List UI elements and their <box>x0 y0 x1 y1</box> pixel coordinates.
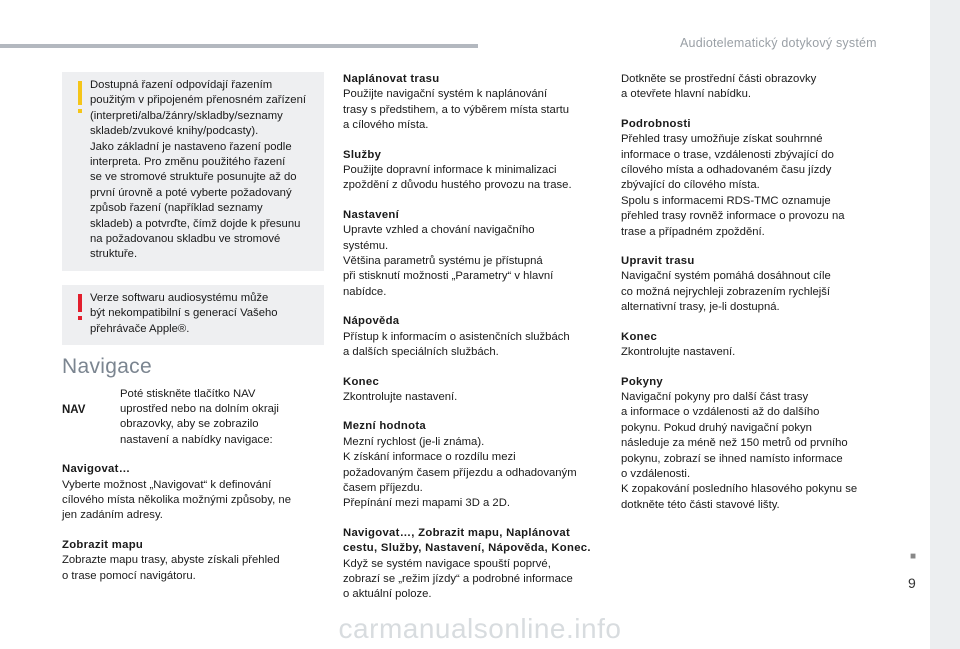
item-body: Vyberte možnost „Navigovat“ k definování cílového místa několika možnými způsoby, ne jen zadáním adresy. <box>62 478 291 522</box>
item-title: Služby <box>343 148 382 161</box>
page-header-title: Audiotelematický dotykový systém <box>680 36 877 50</box>
item-title: Konec <box>343 375 380 388</box>
info-note-text: Dostupná řazení odpovídají řazením použitým v připojeném přenosném zařízení (interpreti/alba/žánry/skladby/seznamy skladeb/zvukové knihy/podcasty). Jako základní je nastaveno řazení podle interpreta. Pro změnu použitého řazení se ve stromové struktuře posunujte až do první úrovně a poté vyberte požadovaný způsob řazení (například seznamy skladeb) a potvrďte, čímž dojde k přesunu na požadovanou skladbu ve stromové struktuře. <box>90 79 306 261</box>
continuation-mark: ■ <box>910 551 917 562</box>
page-number: 9 <box>908 575 916 591</box>
item-title: Konec <box>621 330 658 343</box>
menu-item-description <box>62 538 324 584</box>
menu-item-description <box>621 375 883 514</box>
item-title: Pokyny <box>621 375 663 388</box>
menu-item-description <box>621 117 883 240</box>
header-rule <box>0 44 478 48</box>
side-strip <box>930 0 960 649</box>
item-body: Zobrazte mapu trasy, abyste získali přehled o trase pomocí navigátoru. <box>62 554 280 582</box>
nav-intro <box>62 387 324 449</box>
item-title: Navigovat…, Zobrazit mapu, Naplánovat cestu, Služby, Nastavení, Nápověda, Konec. <box>343 526 591 555</box>
item-body: Přehled trasy umožňuje získat souhrnné informace o trase, vzdálenosti zbývající do cílového místa a odhadovaném času jízdy zbývající do cílového místa. Spolu s informacemi RDS-TMC oznamuje přehled trasy rovněž informace o provozu na trase a případném zpoždění. <box>621 133 845 238</box>
info-icon <box>78 81 82 105</box>
menu-item-description <box>343 314 605 360</box>
menu-item-description <box>343 208 605 300</box>
item-body: Navigační pokyny pro další část trasy a informace o vzdálenosti až do dalšího pokynu. Pokud druhý navigační pokyn následuje za méně než 150 metrů od prvního pokynu, zobrazí se ihned namísto informace o vzdálenosti. K zopakování posledního hlasového pokynu se dotkněte této části stavové lišty. <box>621 390 858 511</box>
column-3 <box>621 72 883 527</box>
menu-item-description <box>343 526 605 603</box>
warning-note-text: Verze softwaru audiosystému může být nekompatibilní s generací Vašeho přehrávače Apple®. <box>90 291 278 335</box>
menu-item-description <box>343 148 605 194</box>
item-title: Zobrazit mapu <box>62 538 144 551</box>
item-body: Upravte vzhled a chování navigačního systému. Většina parametrů systému je přístupná při stisknutí možnosti „Parametry“ v hlavní nabídce. <box>343 224 554 298</box>
item-title: Upravit trasu <box>621 255 695 268</box>
watermark: carmanualsonline.info <box>338 613 622 644</box>
item-body: Použijte dopravní informace k minimalizaci zpoždění z důvodu hustého provozu na trase. <box>343 164 572 192</box>
item-body: Mezní rychlost (je-li známa). K získání informace o rozdílu mezi požadovaným časem příjezdu a odhadovaným časem příjezdu. Přepínání mezi mapami 3D a 2D. <box>343 435 577 510</box>
item-title: Nastavení <box>343 208 400 221</box>
nav-intro-text: Poté stiskněte tlačítko NAV uprostřed nebo na dolním okraji obrazovky, aby se zobrazilo nastavení a nabídky navigace: <box>120 387 279 446</box>
item-title: Nápověda <box>343 315 400 328</box>
menu-item-description <box>343 375 605 406</box>
menu-item-description <box>62 462 324 524</box>
menu-item-description <box>621 330 883 361</box>
item-body: Zkontrolujte nastavení. <box>621 346 736 359</box>
warning-note <box>62 285 324 345</box>
section-heading: Navigace <box>62 355 152 379</box>
menu-item-description <box>343 419 605 511</box>
column-3-intro <box>621 72 883 103</box>
item-title: Mezní hodnota <box>343 420 426 433</box>
nav-key-label: NAV <box>62 403 86 416</box>
info-note <box>62 72 324 271</box>
menu-item-description <box>343 72 605 134</box>
column-1 <box>62 72 324 598</box>
intro-text: Dotkněte se prostřední části obrazovky a otevřete hlavní nabídku. <box>621 73 817 101</box>
warning-icon <box>78 294 82 312</box>
menu-item-description <box>621 254 883 316</box>
item-title: Podrobnosti <box>621 117 691 130</box>
item-body: Navigační systém pomáhá dosáhnout cíle co možná nejrychleji zobrazením rychlejší alternativní trasy, je-li dostupná. <box>621 270 831 314</box>
item-body: Přístup k informacím o asistenčních službách a dalších speciálních službách. <box>343 330 570 359</box>
item-title: Navigovat… <box>62 463 131 476</box>
item-body: Když se systém navigace spouští poprvé, zobrazí se „režim jízdy“ a podrobné informace o aktuální poloze. <box>343 557 573 601</box>
column-2 <box>343 72 605 617</box>
item-body: Použijte navigační systém k naplánování trasy s předstihem, a to výběrem místa startu a cílového místa. <box>343 88 570 132</box>
item-body: Zkontrolujte nastavení. <box>343 390 458 403</box>
item-title: Naplánovat trasu <box>343 73 440 85</box>
